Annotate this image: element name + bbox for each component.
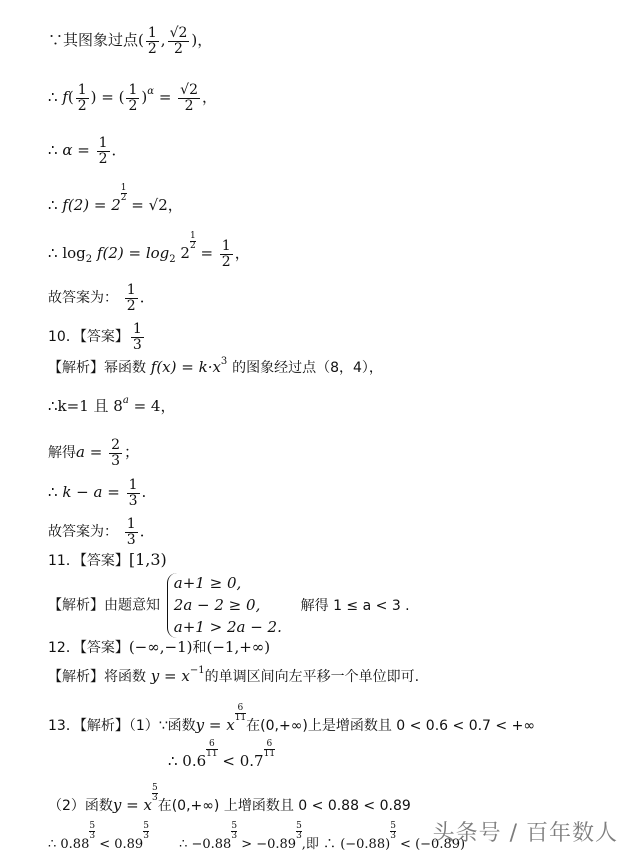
analysis-line-12: 【解析】将函数 $y = x^{-1}$的单调区间向左平移一个单位即可. [48, 665, 420, 685]
exponent-five-third: $\frac{5}{3}$ [151, 783, 158, 803]
analysis-line-11: 【解析】由题意知 a+1 ≥ 0, 2a − 2 ≥ 0, a+1 > 2a − 2. 解得 1 ≤ a < 3 . [48, 573, 410, 638]
solution-line-a: 解得a = $\frac{2}{3}$ ； [48, 437, 140, 469]
solution-line-2: ∴ f( $\frac{1}{2}$ ) = ( $\frac{1}{2}$ )$^\alpha$ = $\frac{√2}{2}$ ， [48, 82, 218, 114]
fraction-one-third: $\frac{1}{3}$ [126, 516, 136, 548]
analysis-line-13-conclusion1: ∴ 0.6 $\frac{6}{11}$ < 0.7 $\frac{6}{11}$ [168, 739, 276, 770]
fraction-half: $\frac{1}{2}$ [98, 135, 108, 167]
analysis-line-10: 【解析】幂函数 $f(x) = k\cdot x^3$ 的图象经过点（8，4）， [48, 356, 383, 376]
solution-line-4: ∴ f(2) = 2 $\frac{1}{2}$ = √2， [48, 183, 183, 214]
fraction-half: $\frac{1}{2}$ [77, 82, 87, 114]
fraction-half: $\frac{1}{2}$ [126, 282, 136, 314]
answer-heading-12: 12．【答案】(−∞,−1)和(−1,+∞) [48, 638, 271, 656]
fraction-sqrt2-over-2: $\frac{√2}{2}$ [180, 82, 198, 114]
exponent-half: $\frac{1}{2}$ [120, 183, 127, 203]
analysis-line-13-conclusion2: ∴ 0.88 $\frac{5}{3}$ < 0.89 $\frac{5}{3}$ ∴ −0.88 $\frac{5}{3}$ > −0.89 $\frac{5}{3}$ ,即 ∴ (−0.88) $\frac{5}{3}$ < (−0.89) [48, 821, 466, 852]
fraction-half: $\frac{1}{2}$ [128, 82, 138, 114]
answer-line-10: 故答案为： $\frac{1}{3}$ ． [48, 516, 155, 548]
fraction-one-third: $\frac{1}{3}$ [128, 477, 138, 509]
answer-heading-11: 11．【答案】[1,3) [48, 550, 167, 569]
exponent-five-third: $\frac{5}{3}$ [89, 821, 96, 841]
exponent-six-eleven: $\frac{6}{11}$ [206, 739, 218, 759]
exponent-six-eleven: $\frac{6}{11}$ [263, 739, 276, 759]
watermark-text: 头条号 / 百年数人 [432, 821, 618, 846]
solution-line-1: ∵其图象过点( $\frac{1}{2}$ , $\frac{√2}{2}$ )， [48, 25, 213, 57]
fraction-half: $\frac{1}{2}$ [147, 25, 157, 57]
fraction-sqrt2-over-2: $\frac{√2}{2}$ [169, 25, 188, 57]
exponent-five-third: $\frac{5}{3}$ [296, 821, 302, 841]
exponent-half: $\frac{1}{2}$ [189, 231, 196, 251]
case-system: a+1 ≥ 0, 2a − 2 ≥ 0, a+1 > 2a − 2. [167, 573, 282, 638]
exponent-five-third: $\frac{5}{3}$ [231, 821, 238, 841]
fraction-one-third: $\frac{1}{3}$ [132, 321, 142, 353]
exponent-five-third: $\frac{5}{3}$ [143, 821, 149, 841]
exponent-five-third: $\frac{5}{3}$ [390, 821, 396, 841]
solution-line-k: ∴k=1 且 $8^a = 4$， [48, 395, 176, 415]
answer-heading-10: 10．【答案】 $\frac{1}{3}$ [48, 321, 142, 353]
line-text: ∵其图象过点 [48, 31, 139, 50]
exponent-six-eleven: $\frac{6}{11}$ [234, 703, 247, 723]
solution-line-3: ∴ α = $\frac{1}{2}$ ． [48, 135, 127, 167]
fraction-half: $\frac{1}{2}$ [221, 237, 231, 270]
analysis-line-13-part1: 13．【解析】（1）∵函数y = x $\frac{6}{11}$ 在(0,+∞)上是增函数且 0 < 0.6 < 0.7 < +∞ [48, 703, 535, 734]
answer-line-9: 故答案为： $\frac{1}{2}$ ． [48, 282, 155, 314]
fraction-two-third: $\frac{2}{3}$ [111, 437, 121, 469]
solution-line-5: ∴ $\log_2 f(2) = \log_2 2$ $\frac{1}{2}$ = $\frac{1}{2}$ ， [48, 231, 250, 270]
solution-line-k-minus-a: ∴ k − a = $\frac{1}{3}$ . [48, 477, 147, 509]
analysis-line-13-part2: （2）函数y = x $\frac{5}{3}$ 在(0,+∞) 上增函数且 0 < 0.88 < 0.89 [48, 783, 411, 814]
